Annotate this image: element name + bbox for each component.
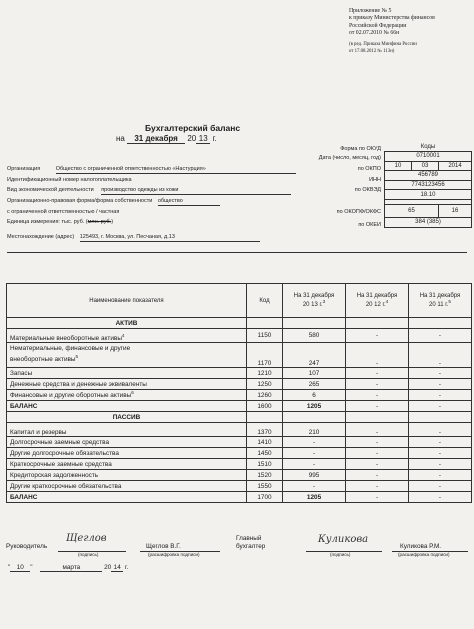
table-row <box>7 343 472 368</box>
appendix-line: Российской Федерации <box>349 22 407 29</box>
inn-code: 7743123456 <box>385 180 472 190</box>
okpo-code: 456789 <box>385 171 472 181</box>
okei-code: 384 (385) <box>385 217 472 227</box>
appendix-edit-line: от 17.08.2012 № 113н) <box>349 49 395 55</box>
row-name: Кредиторская задолженность <box>7 470 247 481</box>
date-prefix: на <box>116 134 125 143</box>
row-code: 1510 <box>246 459 282 470</box>
row-value-1: 265 <box>283 379 346 390</box>
accountant-label: Главный бухгалтер <box>236 535 266 550</box>
row-value-3: - <box>409 368 472 379</box>
document-title: Бухгалтерский баланс <box>145 123 241 133</box>
table-row <box>7 390 472 401</box>
row-value-2: - <box>346 459 409 470</box>
empty-cell <box>346 318 409 329</box>
acc-sign-caption: (подпись) <box>330 552 351 557</box>
row-value-1: 580 <box>283 329 346 343</box>
total-code: 1600 <box>246 401 282 412</box>
row-value-2: - <box>346 343 409 368</box>
total-value-1: 1205 <box>283 492 346 503</box>
okpo-label: по ОКПО <box>357 166 381 172</box>
row-value-1: - <box>283 437 346 448</box>
unit-close: ) <box>111 219 114 225</box>
section-liabilities-title: ПАССИВ <box>7 412 247 423</box>
okfs-code: 16 <box>439 204 472 217</box>
period-1-note: 3 <box>322 299 326 304</box>
row-note: 5 <box>75 354 79 360</box>
date-month-cell: 03 <box>412 161 439 171</box>
codes-header: Коды <box>420 144 436 150</box>
row-value-3: - <box>409 423 472 437</box>
appendix-note <box>349 8 435 55</box>
empty-cell <box>246 412 282 423</box>
empty-cell <box>283 318 346 329</box>
sign-day: 10 <box>10 564 30 572</box>
unit-row <box>7 219 113 226</box>
row-code: 1250 <box>246 379 282 390</box>
row-value-2: - <box>346 448 409 459</box>
row-code: 1520 <box>246 470 282 481</box>
legal-form-row <box>7 198 220 206</box>
period-1-line-1: На 31 декабря <box>293 293 335 299</box>
unit-label: Единица измерения: тыс. руб. ( <box>7 219 88 225</box>
period-3-line-1: На 31 декабря <box>419 293 461 299</box>
table-row <box>7 470 472 481</box>
row-code: 1410 <box>246 437 282 448</box>
total-row <box>7 401 472 412</box>
report-date-line <box>116 134 217 144</box>
head-sign-caption: (подпись) <box>78 552 99 557</box>
total-value-3: - <box>409 401 472 412</box>
date-quote-open: " <box>8 564 11 571</box>
table-row <box>7 329 472 343</box>
date-day-cell: 10 <box>385 161 412 171</box>
empty-cell <box>346 412 409 423</box>
org-label: Организация <box>7 166 41 172</box>
empty-cell <box>246 318 282 329</box>
col-period-3-header <box>409 284 472 318</box>
row-value-2: - <box>346 470 409 481</box>
sign-year-suffix: г. <box>125 564 129 571</box>
row-value-3: - <box>409 390 472 401</box>
head-signature: Щеглов <box>66 533 107 544</box>
sign-month: марта <box>40 564 102 572</box>
row-value-2: - <box>346 423 409 437</box>
appendix-line: от 02.07.2010 № 66н <box>349 30 400 37</box>
row-note: 6 <box>131 390 134 396</box>
row-value-2: - <box>346 437 409 448</box>
row-value-1: 247 <box>283 343 346 368</box>
row-code: 1370 <box>246 423 282 437</box>
year-prefix: 20 <box>187 134 197 143</box>
row-name: Материальные внеоборотные активы$^4$ <box>7 329 247 343</box>
period-1-line-2: 20 13 г. <box>302 302 323 308</box>
date-quote-close: " <box>30 564 33 571</box>
head-label: Руководитель <box>6 543 48 550</box>
section-assets-title: АКТИВ <box>7 318 247 329</box>
accountant-signature: Куликова <box>318 534 369 545</box>
row-value-3: - <box>409 343 472 368</box>
total-value-1: 1205 <box>283 401 346 412</box>
sign-date <box>8 564 128 572</box>
total-value-3: - <box>409 492 472 503</box>
okud-code: 0710001 <box>385 152 472 162</box>
row-name: Краткосрочные заемные средства <box>7 459 247 470</box>
sign-year: 14 <box>111 564 123 572</box>
empty-cell <box>409 318 472 329</box>
balance-table <box>6 283 472 503</box>
row-value-3: - <box>409 448 472 459</box>
empty-cell <box>409 412 472 423</box>
table-row <box>7 368 472 379</box>
row-value-1: - <box>283 459 346 470</box>
row-name: Нематериальные, финансовые и другие внеоборотные активы$^5$ <box>7 343 247 368</box>
okopf-label: по ОКОПФ/ОКФС <box>336 209 381 215</box>
row-value-2: - <box>346 368 409 379</box>
row-value-3: - <box>409 329 472 343</box>
total-value-2: - <box>346 401 409 412</box>
total-value-2: - <box>346 492 409 503</box>
row-value-3: - <box>409 470 472 481</box>
row-value-1: 107 <box>283 368 346 379</box>
head-name-caption: (расшифровка подписи) <box>148 552 200 557</box>
org-row <box>7 166 296 174</box>
okopf-code: 65 <box>385 204 439 217</box>
row-code: 1450 <box>246 448 282 459</box>
row-value-1: 995 <box>283 470 346 481</box>
section-row <box>7 412 472 423</box>
row-code: 1170 <box>246 343 282 368</box>
row-value-1: - <box>283 481 346 492</box>
section-row <box>7 318 472 329</box>
row-name: Долгосрочные заемные средства <box>7 437 247 448</box>
okud-label: Форма по ОКУД <box>340 146 381 152</box>
acc-name-caption: (расшифровка подписи) <box>398 552 450 557</box>
period-2-line-2: 20 12 г. <box>365 302 386 308</box>
total-code: 1700 <box>246 492 282 503</box>
row-code: 1150 <box>246 329 282 343</box>
legal-form-value-a: общество <box>158 198 220 206</box>
unit-strike: млн. руб. <box>87 219 112 225</box>
row-name: Запасы <box>7 368 247 379</box>
table-row <box>7 437 472 448</box>
total-row <box>7 492 472 503</box>
appendix-edit-line: (в ред. Приказа Минфина России <box>349 41 417 47</box>
row-value-3: - <box>409 459 472 470</box>
row-value-1: - <box>283 448 346 459</box>
row-value-3: - <box>409 481 472 492</box>
org-name: Общество с ограниченной ответственностью «Настурция» <box>56 166 296 174</box>
appendix-line: к приказу Министерства финансов <box>349 15 435 22</box>
row-value-1: 6 <box>283 390 346 401</box>
table-row <box>7 481 472 492</box>
period-3-line-2: 20 11 г. <box>429 302 449 308</box>
legal-form-value-b: с ограниченной ответственностью / частная <box>7 209 120 215</box>
row-note: 4 <box>121 332 125 338</box>
accountant-name: Куликова Р.М. <box>400 543 442 550</box>
total-label: БАЛАНС <box>7 401 247 412</box>
period-2-line-1: На 31 декабря <box>356 293 398 299</box>
col-code-header: Код <box>246 284 282 318</box>
row-value-1: 210 <box>283 423 346 437</box>
inn-full-label: Идентификационный номер налогоплательщика <box>7 177 132 183</box>
year-suffix: г. <box>212 134 217 143</box>
row-code: 1550 <box>246 481 282 492</box>
col-period-1-header <box>283 284 346 318</box>
table-row <box>7 423 472 437</box>
table-row <box>7 448 472 459</box>
okved-code: 18.10 <box>385 190 472 200</box>
table-row <box>7 379 472 390</box>
address-underline <box>7 252 467 253</box>
row-name: Другие долгосрочные обязательства <box>7 448 247 459</box>
row-code: 1260 <box>246 390 282 401</box>
codes-table <box>384 143 472 228</box>
address-label: Местонахождение (адрес) <box>7 234 75 240</box>
sign-year-prefix: 20 <box>104 564 112 571</box>
report-day-month: 31 декабря <box>127 134 185 144</box>
row-code: 1210 <box>246 368 282 379</box>
row-value-2: - <box>346 329 409 343</box>
appendix-line: Приложение № 5 <box>349 8 392 14</box>
okei-label: по ОКЕИ <box>358 222 381 228</box>
period-2-note: 4 <box>385 299 389 304</box>
date-label: Дата (число, месяц, год) <box>318 155 381 161</box>
row-value-3: - <box>409 379 472 390</box>
row-name: Финансовые и другие оборотные активы$^6$ <box>7 390 247 401</box>
row-value-2: - <box>346 390 409 401</box>
row-name: Другие краткосрочные обязательства <box>7 481 247 492</box>
legal-form-label: Организационно-правовая форма/форма собственности <box>7 198 153 204</box>
col-period-2-header <box>346 284 409 318</box>
col-name-header: Наименование показателя <box>7 284 247 318</box>
address-row <box>7 234 260 242</box>
row-value-2: - <box>346 481 409 492</box>
row-name: Денежные средства и денежные эквиваленты <box>7 379 247 390</box>
date-year-cell: 2014 <box>439 161 472 171</box>
table-row <box>7 459 472 470</box>
row-value-2: - <box>346 379 409 390</box>
period-3-note: 5 <box>448 299 451 304</box>
row-value-3: - <box>409 437 472 448</box>
report-year: 13 <box>196 134 210 144</box>
row-name: Капитал и резервы <box>7 423 247 437</box>
total-label: БАЛАНС <box>7 492 247 503</box>
activity-value: производство одежды из кожи <box>101 187 291 195</box>
table-header-row <box>7 284 472 318</box>
inn-code-label: ИНН <box>369 177 381 183</box>
head-name: Щеглов В.Г. <box>146 543 181 550</box>
activity-label: Вид экономической деятельности <box>7 187 94 193</box>
empty-cell <box>283 412 346 423</box>
activity-row <box>7 187 291 195</box>
okved-label: по ОКВЭД <box>354 187 381 193</box>
address-value: 125493, г. Москва, ул. Песчаная, д.13 <box>80 234 260 242</box>
